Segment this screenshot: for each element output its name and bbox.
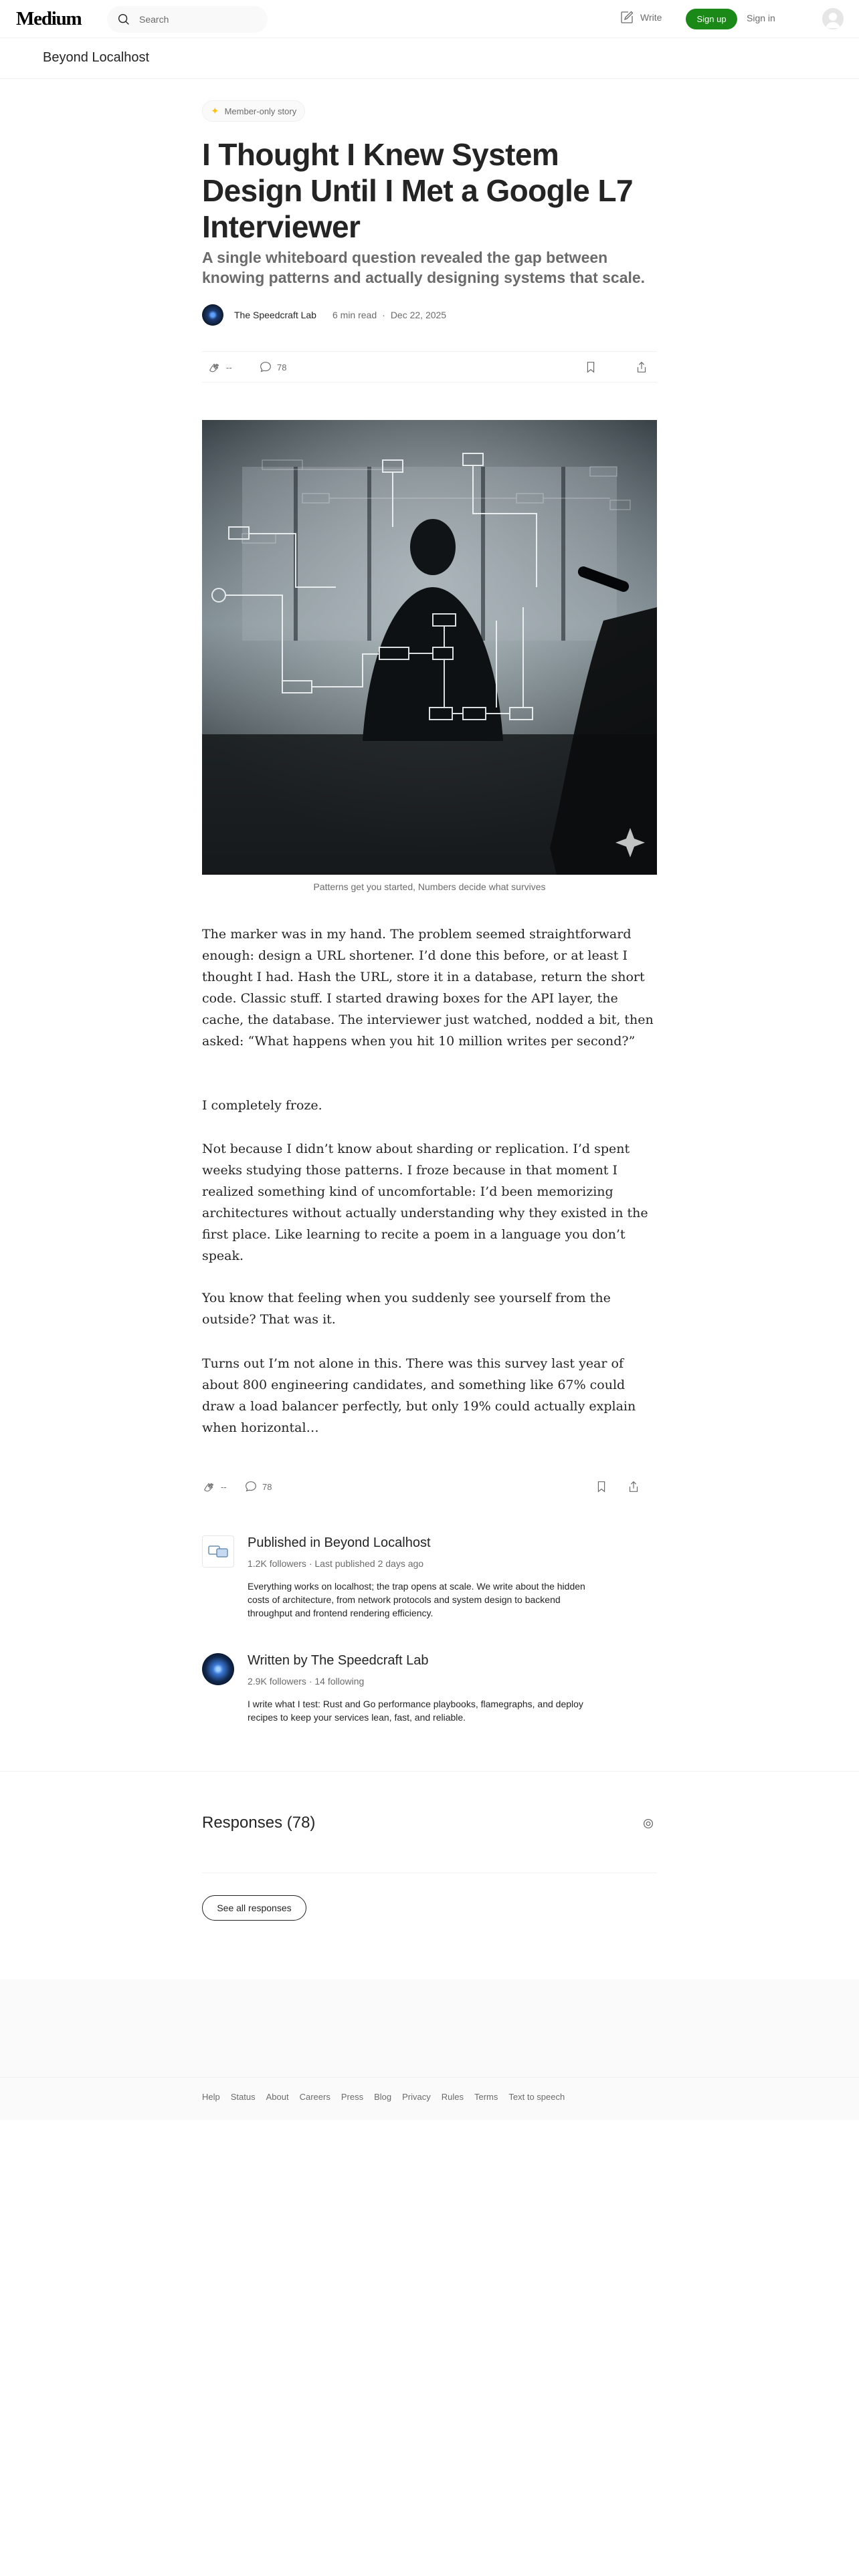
written-by-card xyxy=(202,1653,657,1733)
publication-followers[interactable]: 1.2K followers xyxy=(248,1558,306,1569)
save-button[interactable] xyxy=(594,1479,609,1494)
footer-link-text-to-speech[interactable]: Text to speech xyxy=(508,2092,565,2102)
save-button[interactable] xyxy=(583,360,598,374)
member-only-badge xyxy=(202,100,305,122)
footer-link-terms[interactable]: Terms xyxy=(474,2092,498,2102)
bookmark-icon xyxy=(594,1479,609,1494)
share-button[interactable] xyxy=(634,360,649,374)
article-subtitle: A single whiteboard question revealed the gap between knowing patterns and actually designing systems that scale. xyxy=(202,249,646,286)
section-divider xyxy=(0,1771,859,1772)
footer-link-privacy[interactable]: Privacy xyxy=(402,2092,431,2102)
search-icon xyxy=(116,12,131,27)
responses-button[interactable] xyxy=(244,1479,272,1494)
signup-button[interactable]: Sign up xyxy=(686,9,737,29)
clap-button[interactable] xyxy=(207,360,232,374)
share-button[interactable] xyxy=(626,1479,641,1494)
byline xyxy=(202,303,446,327)
article-paragraph: The marker was in my hand. The problem seemed straightforward enough: design a URL shortener. I’d done this before, or at least I thought I had. Hash the URL, store it in a database, return the short code. Classic stuff. I started drawing boxes for the API layer, the cache, the database. The interviewer just watched, nodded a bit, then asked: “What happens when you hit 10 million writes per second?” xyxy=(202,927,654,1049)
separator-dot: · xyxy=(308,1558,315,1569)
article-paragraph: You know that feeling when you suddenly see yourself from the outside? That was it. xyxy=(202,1291,611,1327)
responses-count: 78 xyxy=(277,362,287,372)
clap-count: -- xyxy=(226,362,232,372)
search-input[interactable] xyxy=(107,6,268,33)
responses-button[interactable] xyxy=(258,360,286,374)
clap-button[interactable] xyxy=(202,1479,227,1494)
footer-link-press[interactable]: Press xyxy=(341,2092,364,2102)
comment-icon xyxy=(244,1479,258,1494)
author-avatar[interactable] xyxy=(202,304,223,326)
top-nav xyxy=(0,0,859,38)
read-time: 6 min read xyxy=(332,310,377,320)
article-bottom-action-bar xyxy=(202,1471,657,1501)
publication-logo[interactable] xyxy=(202,1535,234,1568)
responses-title: Responses (78) xyxy=(202,1814,316,1832)
image-caption: Patterns get you started, Numbers decide what survives xyxy=(313,881,546,892)
shield-icon[interactable] xyxy=(641,1816,656,1831)
author-following[interactable]: 14 following xyxy=(314,1676,365,1687)
separator-dot: · xyxy=(308,1676,315,1687)
signin-link[interactable]: Sign in xyxy=(747,13,775,23)
published-in-heading[interactable]: Published in Beyond Localhost xyxy=(248,1535,431,1550)
write-button[interactable] xyxy=(619,9,662,25)
star-icon: ✦ xyxy=(211,106,219,117)
written-by-heading[interactable]: Written by The Speedcraft Lab xyxy=(248,1653,429,1668)
responses-divider xyxy=(202,1872,657,1873)
publication-name[interactable]: Beyond Localhost xyxy=(43,50,150,65)
bookmark-icon xyxy=(583,360,598,374)
medium-logo[interactable]: Medium xyxy=(16,8,82,29)
article-paragraph: Not because I didn’t know about sharding or replication. I’d spent weeks studying those patterns. I froze because in that moment I realized something kind of uncomfortable: I’d been memorizing architectures without actually understanding why they existed in the first place. Like learning to recite a poem in a language you don’t speak. xyxy=(202,1142,648,1263)
member-only-label: Member-only story xyxy=(224,106,297,116)
last-published: Last published 2 days ago xyxy=(314,1558,424,1569)
article-paragraph: I completely froze. xyxy=(202,1098,322,1113)
clap-icon xyxy=(207,360,222,374)
responses-count: 78 xyxy=(262,1481,272,1492)
hero-illustration xyxy=(202,420,657,875)
user-avatar[interactable] xyxy=(822,8,844,29)
author-description: I write what I test: Rust and Go performance playbooks, flamegraphs, and deploy recipes to keep your services lean, fast, and reliable. xyxy=(248,1699,583,1723)
separator-dot: · xyxy=(382,310,385,320)
author-name[interactable]: The Speedcraft Lab xyxy=(234,310,316,320)
clap-count: -- xyxy=(221,1481,227,1492)
author-avatar[interactable] xyxy=(202,1653,234,1685)
share-icon xyxy=(634,360,649,374)
footer-divider xyxy=(0,2077,859,2078)
footer-link-blog[interactable]: Blog xyxy=(374,2092,392,2102)
article-action-bar xyxy=(202,351,657,383)
publication-bar xyxy=(0,39,859,79)
search-placeholder: Search xyxy=(139,14,169,25)
write-icon xyxy=(619,9,635,25)
publication-meta xyxy=(248,1558,423,1569)
author-followers[interactable]: 2.9K followers xyxy=(248,1676,306,1687)
footer-link-about[interactable]: About xyxy=(266,2092,289,2102)
article-paragraph: Turns out I’m not alone in this. There was this survey last year of about 800 engineering candidates, and something like 67% could draw a load balancer perfectly, but only 19% could actually explain when horizontal… xyxy=(202,1356,636,1435)
footer-link-rules[interactable]: Rules xyxy=(441,2092,464,2102)
footer-links xyxy=(202,2092,565,2102)
publish-date: Dec 22, 2025 xyxy=(390,310,447,320)
share-icon xyxy=(626,1479,641,1494)
author-meta xyxy=(248,1676,364,1687)
publication-logo-icon xyxy=(207,1543,229,1560)
user-icon xyxy=(822,8,844,29)
footer-link-help[interactable]: Help xyxy=(202,2092,220,2102)
footer-link-status[interactable]: Status xyxy=(230,2092,256,2102)
publication-description: Everything works on localhost; the trap opens at scale. We write about the hidden costs of architecture, from network protocols and system design to backend throughput and frontend rendering efficiency. xyxy=(248,1581,585,1618)
published-in-card xyxy=(202,1535,657,1622)
footer-link-careers[interactable]: Careers xyxy=(299,2092,330,2102)
comment-icon xyxy=(258,360,273,374)
write-label: Write xyxy=(640,12,662,23)
see-all-responses-button[interactable]: See all responses xyxy=(202,1895,306,1921)
clap-icon xyxy=(202,1479,217,1494)
article-title: I Thought I Knew System Design Until I Met a Google L7 Interviewer xyxy=(202,137,633,244)
article-hero-image xyxy=(202,420,657,875)
